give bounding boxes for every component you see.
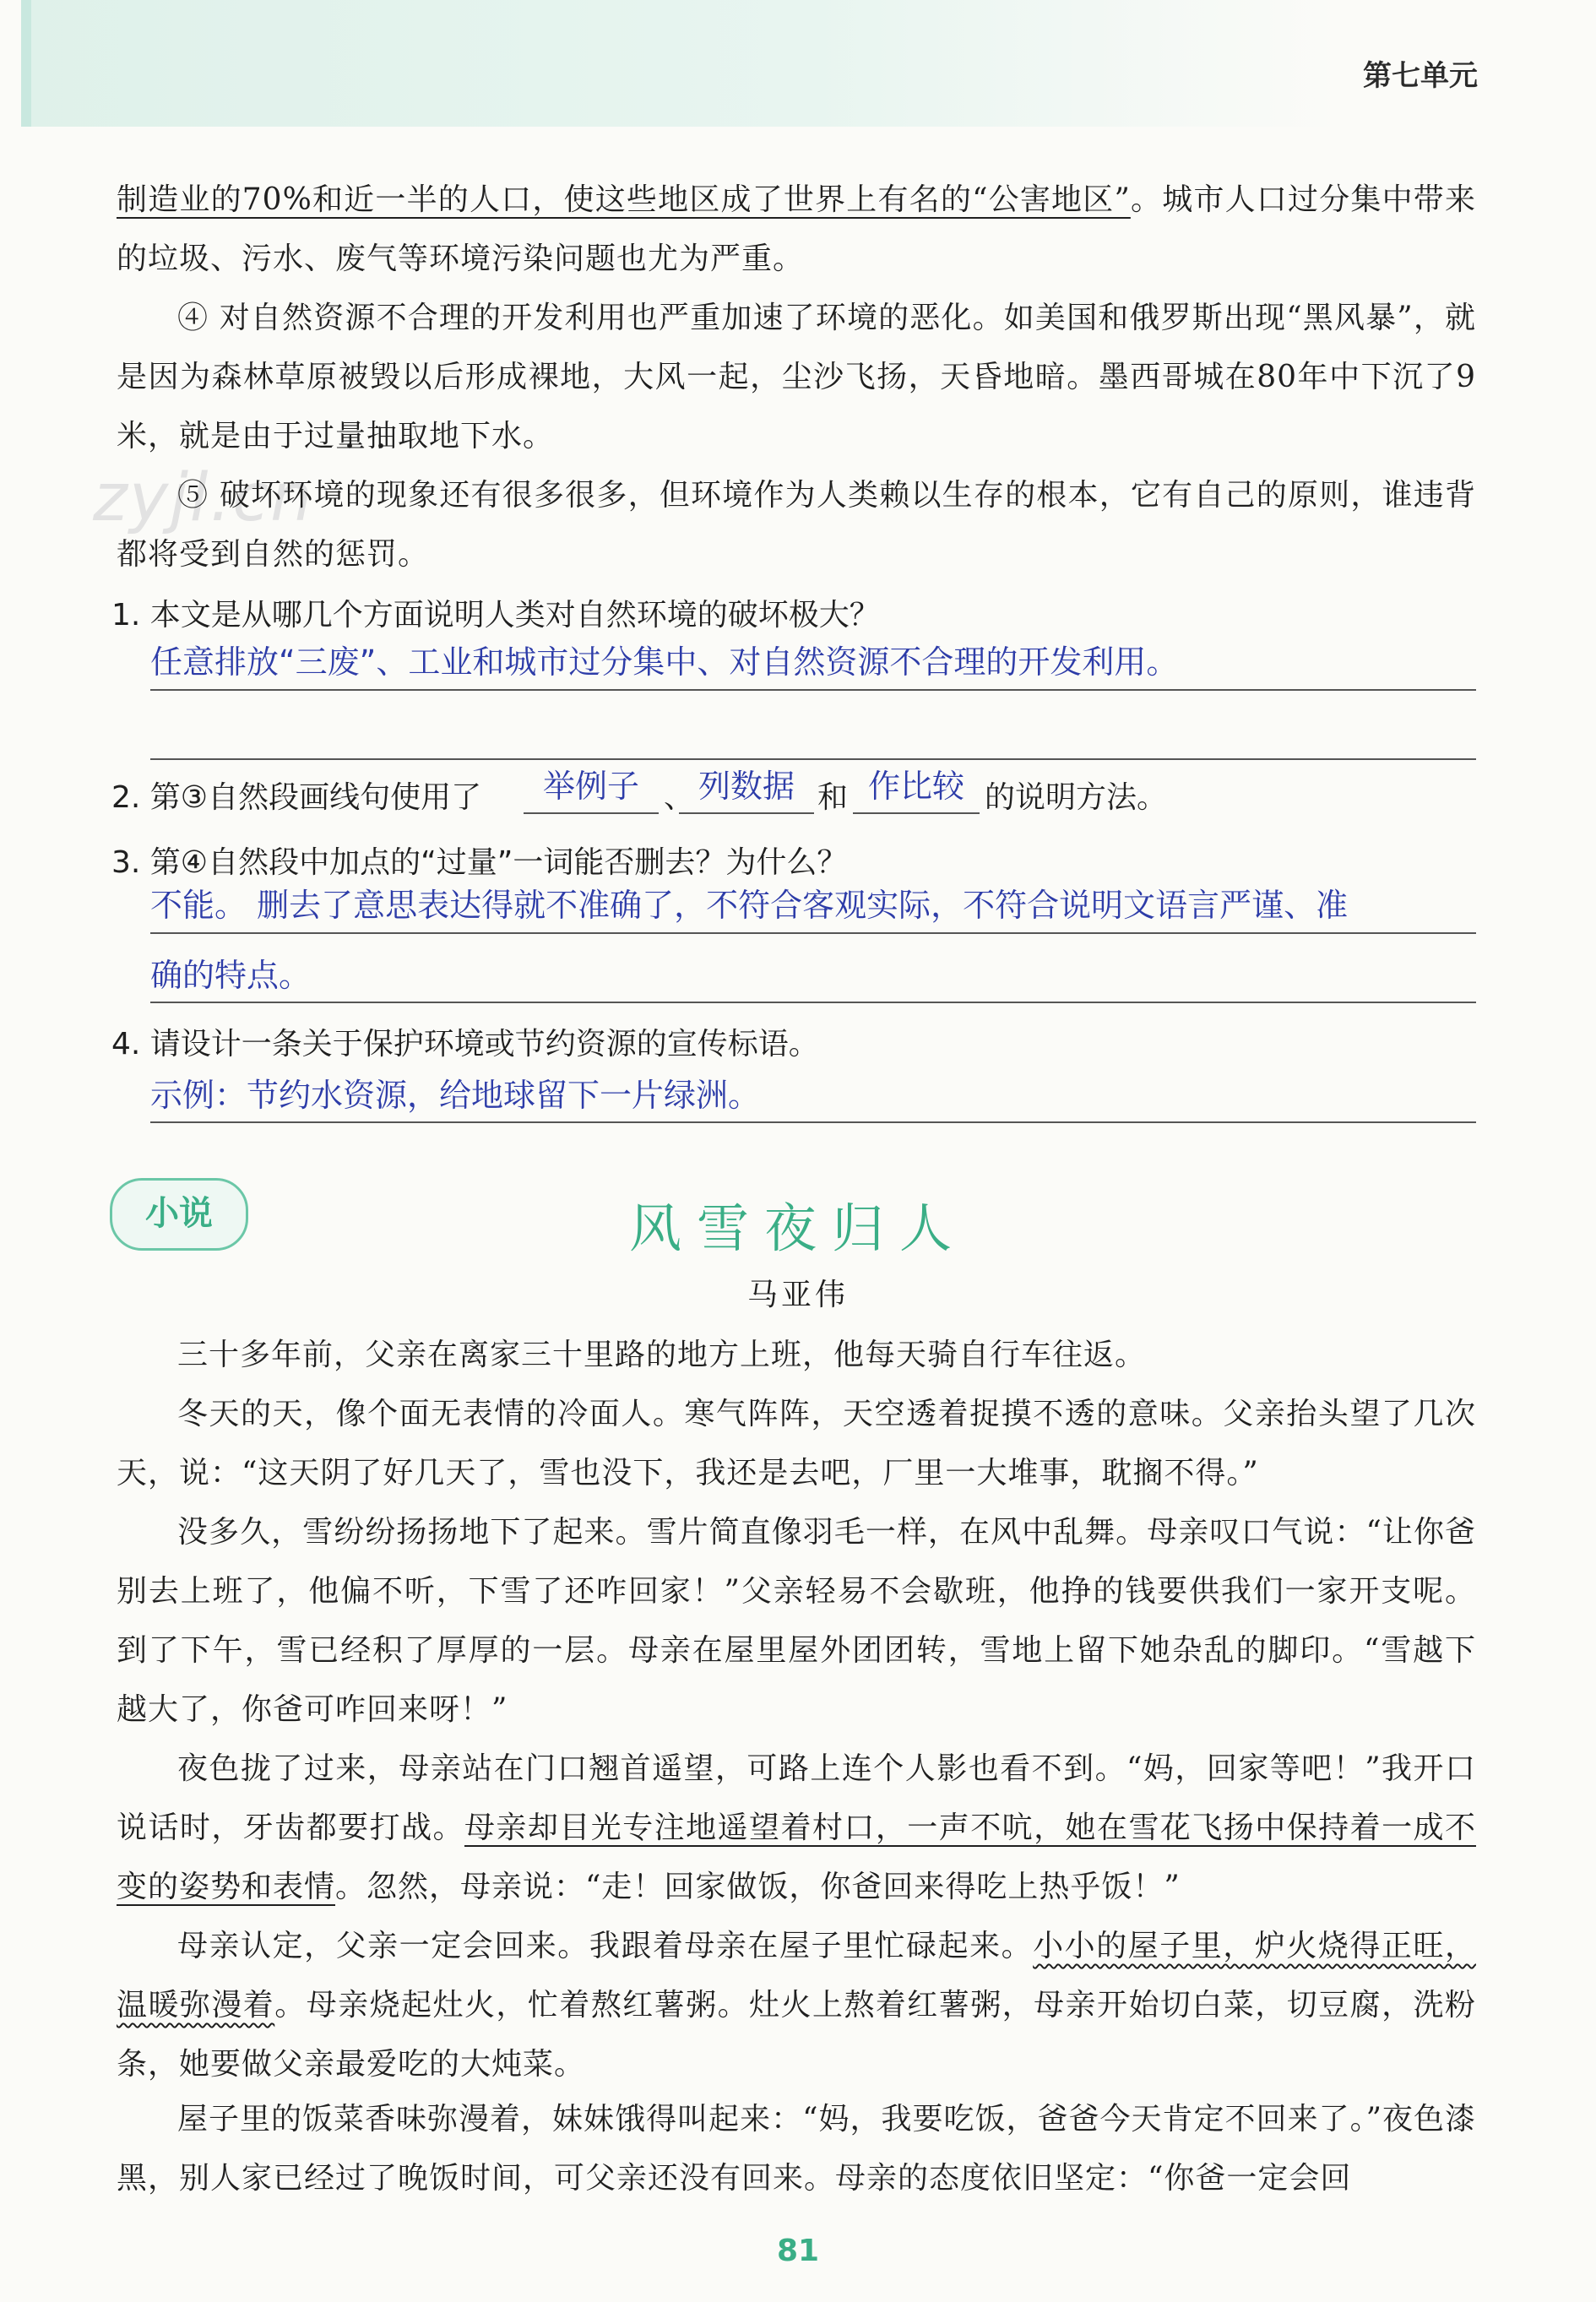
story-paragraph-2: 冬天的天，像个面无表情的冷面人。寒气阵阵，天空透着捉摸不透的意味。父亲抬头望了几次天，说：“这天阴了好几天了，雪也没下，我还是去吧，厂里一大堆事，耽搁不得。” [117,1397,1476,1490]
article-paragraph-3-continued: 制造业的70%和近一半的人口，使这些地区成了世界上有名的“公害地区”。城市人口过分集中带来的垃圾、污水、废气等环境污染问题也尤为严重。 [117,182,1476,276]
story-paragraph-4: 夜色拢了过来，母亲站在门口翘首遥望，可路上连个人影也看不到。“妈，回家等吧！”我开口说话时，牙齿都要打战。母亲却目光专注地遥望着村口，一声不吭，她在雪花飞扬中保持着一成不变的姿势和表情。忽然，母亲说：“走！回家做饭，你爸回来得吃上热乎饭！” [117,1751,1476,1904]
page-number: 81 [776,2234,820,2268]
question-1: 1. 本文是从哪几个方面说明人类对自然环境的破坏极大？ [111,598,880,633]
answer-line [150,1002,1476,1003]
story-paragraph-6: 屋子里的饭菜香味弥漫着，妹妹饿得叫起来：“妈，我要吃饭，爸爸今天肯定不回来了。”夜色漆黑，别人家已经过了晚饭时间，可父亲还没有回来。母亲的态度依旧坚定：“你爸一定会回 [117,2102,1476,2196]
story-paragraph-5: 母亲认定，父亲一定会回来。我跟着母亲在屋子里忙碌起来。小小的屋子里，炉火烧得正旺，温暖弥漫着。母亲烧起灶火，忙着熬红薯粥。灶火上熬着红薯粥，母亲开始切白菜，切豆腐，洗粉条，她要做父亲最爱吃的大炖菜。 [117,1929,1476,2082]
header-band [21,0,1338,127]
genre-badge: 小说 [110,1178,248,1251]
answer-3-line2: 确的特点。 [150,957,312,994]
blank-2: 列数据 [679,767,814,814]
answer-3-line1: 不能。 删去了意思表达得就不准确了，不符合客观实际，不符合说明文语言严谨、准 [150,887,1349,924]
dotted-char: 过 [304,419,336,453]
blank-1: 举例子 [524,767,659,814]
answer-line [150,689,1476,691]
blank-3: 作比较 [853,767,980,814]
story-title: 风雪夜归人 [628,1197,967,1259]
wavy-underlined-sentence: 小小的屋子里，炉火烧得正旺，温暖弥漫着 [117,1929,1476,2022]
article-paragraph-4: ④ 对自然资源不合理的开发利用也严重加速了环境的恶化。如美国和俄罗斯出现“黑风暴”，就是因为森林草原被毁以后形成裸地，大风一起，尘沙飞扬，天昏地暗。墨西哥城在80年中下沉了9米，就是由于过量抽取地下水。 [117,301,1476,453]
article-paragraph-5: ⑤ 破坏环境的现象还有很多很多，但环境作为人类赖以生存的根本，它有自己的原则，谁违背都将受到自然的惩罚。 [117,478,1476,572]
header-stripe [21,0,31,127]
story-paragraph-3: 没多久，雪纷纷扬扬地下了起来。雪片简直像羽毛一样，在风中乱舞。母亲叹口气说：“让你爸别去上班了，他偏不听，下雪了还咋回家！”父亲轻易不会歇班，他挣的钱要供我们一家开支呢。到了下午，雪已经积了厚厚的一层。母亲在屋里屋外团团转，雪地上留下她杂乱的脚印。“雪越下越大了，你爸可咋回来呀！” [117,1515,1476,1727]
answer-1: 任意排放“三废”、工业和城市过分集中、对自然资源不合理的开发利用。 [150,643,1179,681]
answer-4: 示例：节约水资源，给地球留下一片绿洲。 [150,1077,761,1114]
question-2: 2. 第③自然段画线句使用了 [111,780,482,815]
underlined-sentence: 母亲却目光专注地遥望着村口，一声不吭，她在雪花飞扬中保持着一成不变的姿势和表情 [117,1811,1476,1904]
story-paragraph-1: 三十多年前，父亲在离家三十里路的地方上班，他每天骑自行车往返。 [177,1338,1147,1372]
watermark: zyjl.cn [93,460,314,536]
answer-line [150,758,1476,760]
question-4: 4. 请设计一条关于保护环境或节约资源的宣传标语。 [111,1027,819,1061]
underlined-sentence: 制造业的70%和近一半的人口，使这些地区成了世界上有名的“公害地区” [117,182,1131,217]
dotted-char: 量 [335,419,367,453]
answer-line [150,1121,1476,1123]
unit-label: 第七单元 [1363,59,1478,93]
question-3: 3. 第④自然段中加点的“过量”一词能否删去？为什么？ [111,845,848,880]
story-author: 马亚伟 [746,1278,849,1312]
answer-line [150,932,1476,934]
